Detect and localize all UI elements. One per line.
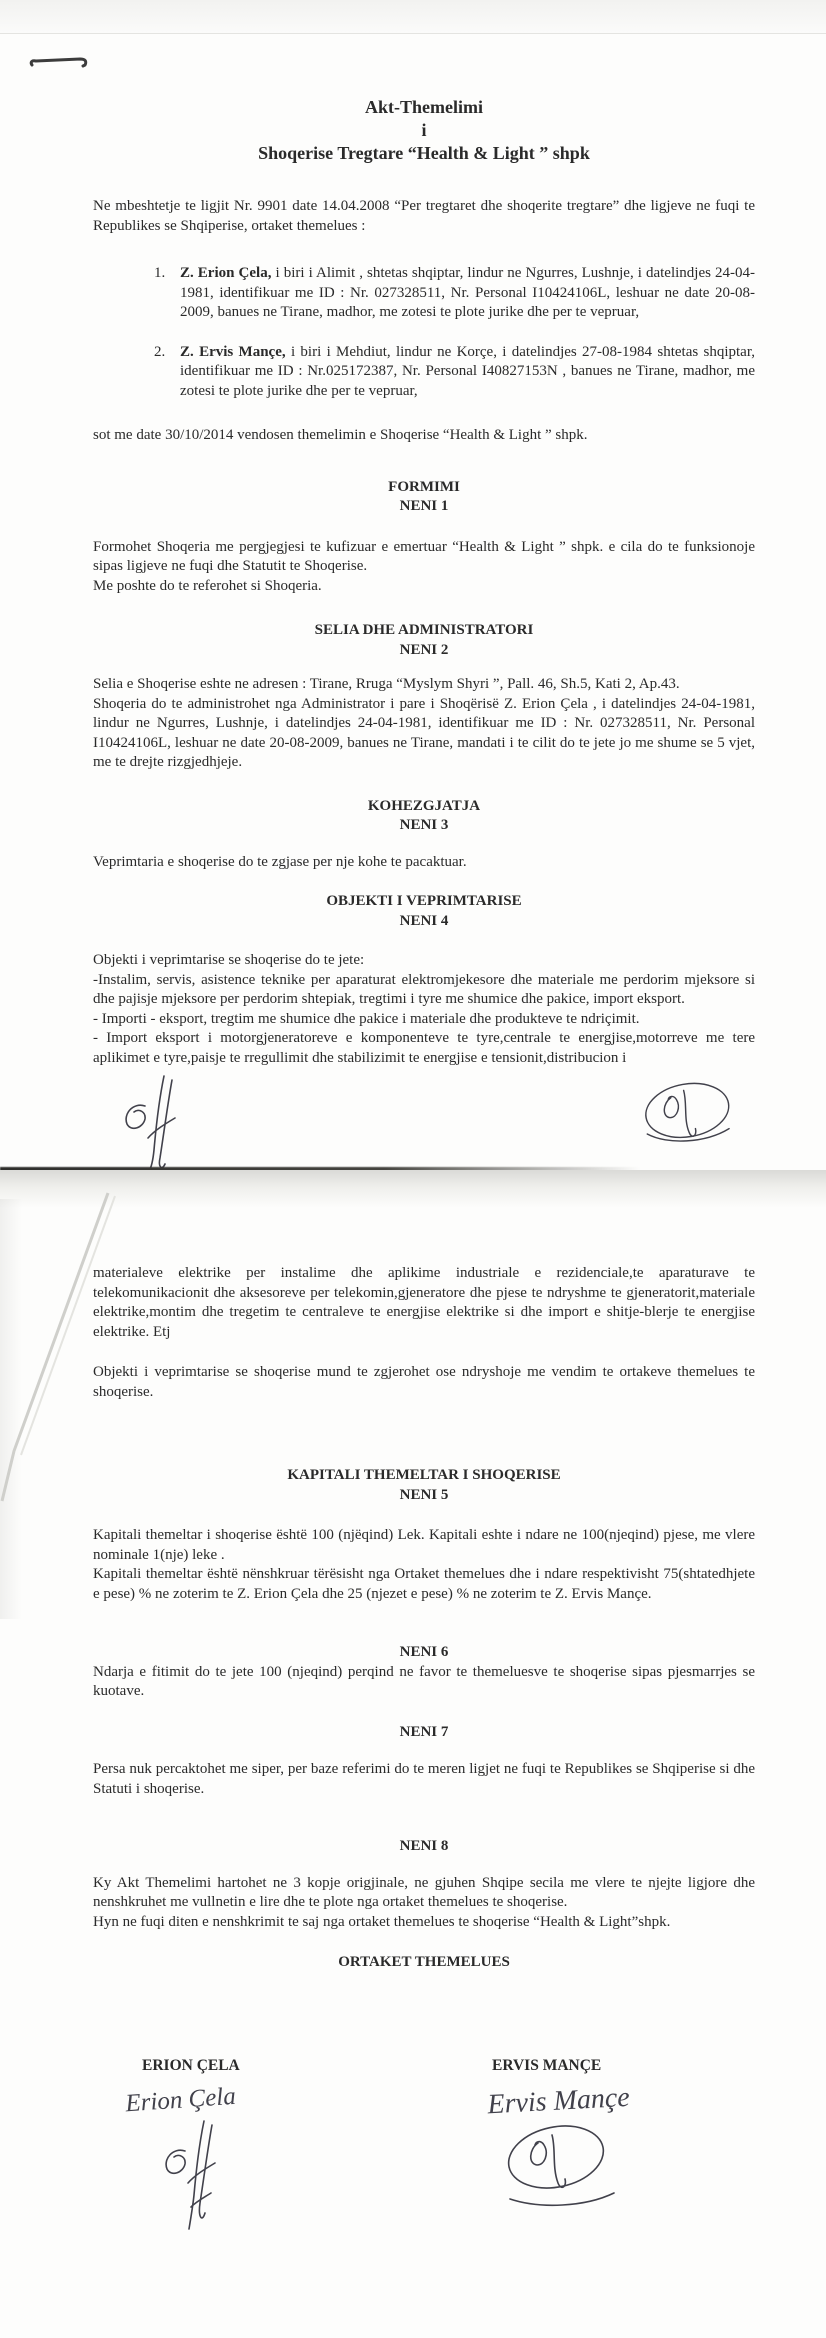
section-6-article: NENI 6 [399, 1644, 449, 1660]
page1-content [93, 0, 755, 1068]
section-2-title: SELIA DHE ADMINISTRATORI [314, 622, 534, 638]
section-7-paragraph-1: Persa nuk percaktohet me siper, per baze referimi do te meren ligjet ne fuqi te Republikes se Shqiperise si dhe Statuti i shoqerise. [93, 1761, 755, 1797]
document-title [93, 96, 755, 165]
page2-sheet [0, 1169, 826, 2338]
section-1-article: NENI 1 [399, 498, 449, 514]
section-8-heading [93, 1837, 755, 1857]
title-line-1: Akt-Themelimi [365, 97, 483, 117]
closing-heading [93, 1953, 755, 1973]
signer-2-printed-name: ERVIS MANÇE [492, 2057, 602, 2074]
section-4-heading [93, 892, 755, 931]
founder-item-1 [154, 264, 756, 323]
founders-list [93, 264, 755, 401]
section-5-paragraph-2: Kapitali themeltar është nënshkruar tërësisht nga Ortaket themelues dhe i ndare respektivisht 75(shtatedhjete e pese) % ne zoterim te Z. Erion Çela dhe 25 (njezet e pese) % ne zoterim te Z. Ervis Mançe. [93, 1566, 755, 1602]
signature-initials-erion-page1 [115, 1072, 185, 1172]
section-2-paragraph-2: Shoqeria do te administrohet nga Administrator i pare i Shoqërisë Z. Erion Çela , i datelindjes 24-04-1981, lindur ne Ngurres, Lushnje, i datelindjes 24-04-1981, identifikuar me ID : Nr. 027328511, Nr. Personal I10424106L, leshuar ne date 20-08-2009, banues ne Tirane, mandati i te cilit do te jete jo me shume se 5 vjet, me te drejte rizgjedhjeje. [93, 695, 755, 770]
section-2-paragraph-1: Selia e Shoqerise eshte ne adresen : Tirane, Rruga “Myslym Shyri ”, Pall. 46, Sh.5, Kati 2, Ap.43. [93, 676, 680, 692]
founding-date-line: sot me date 30/10/2014 vendosen themelimin e Shoqerise “Health & Light ” shpk. [93, 427, 588, 443]
signature-initials-erion-page2 [155, 2117, 230, 2235]
section-4-continuation-1: materialeve elektrike per instalime dhe aplikime industriale e rezidenciale,te aparaturave te telekomunikacionit dhe aksesoreve per telekomin,gjeneratore dhe pjese te ndryshme te gjeneratorit,materiale elektrike,montim dhe tregetim te centraleve te energjise elektrike si dhe import e shitje-blerje te energjise elektrike. Etj [93, 1265, 755, 1340]
section-4-paragraph-2: -Instalim, servis, asistence teknike per aparaturat elektromjekesore dhe materiale me perdorim mjeksore si dhe pajisje mjeksore per perdorim shtepiak, tregtimi i tyre me shumice dhe pakice, import eksport. [93, 971, 755, 1007]
title-line-3: Shoqerise Tregtare “Health & Light ” shpk [258, 143, 590, 163]
section-4-continuation-2: Objekti i veprimtarise se shoqerise mund te zgjerohet ose ndryshoje me vendim te ortakeve themelues te shoqerise. [93, 1364, 755, 1400]
signature-initials-ervis-page2 [500, 2117, 620, 2212]
founder-item-2 [154, 343, 755, 402]
staple-mark [28, 56, 90, 70]
section-6-paragraph-1: Ndarja e fitimit do te jete 100 (njeqind) perqind ne favor te themeluesve te shoqerise sipas pjesmarrjes se kuotave. [93, 1663, 755, 1699]
founder-2-number: 2. [154, 343, 166, 360]
signature-script-erion-text: Erion Çela [124, 2082, 237, 2118]
section-7-article: NENI 7 [399, 1723, 449, 1740]
section-4-title: OBJEKTI I VEPRIMTARISE [326, 893, 522, 909]
intro-paragraph: Ne mbeshtetje te ligjit Nr. 9901 date 14.04.2008 “Per tregtaret dhe shoqerite tregtare” dhe ligjeve ne fuqi te Republikes se Shqiperise, ortaket themelues : [93, 198, 755, 234]
section-2-heading [93, 621, 755, 660]
signature-initials-ervis-page1 [640, 1072, 740, 1157]
signer-1-printed-name: ERION ÇELA [142, 2057, 240, 2074]
section-5-heading [93, 1466, 755, 1505]
section-1-paragraph-1: Formohet Shoqeria me pergjegjesi te kufizuar e emertuar “Health & Light ” shpk. e cila do te funksionoje sipas ligjeve ne fuqi dhe Statutit te Shoqerise. [93, 538, 755, 574]
founder-1-number: 1. [154, 265, 166, 281]
section-4-paragraph-1: Objekti i veprimtarise se shoqerise do te jete: [93, 952, 365, 968]
section-6-heading [93, 1643, 755, 1663]
founder-1-name: Z. Erion Çela, [180, 265, 272, 281]
section-3-paragraph-1: Veprimtaria e shoqerise do te zgjase per nje kohe te pacaktuar. [93, 853, 467, 870]
title-line-2: i [421, 120, 427, 140]
section-3-article: NENI 3 [399, 817, 449, 833]
page2-content [93, 1169, 755, 1973]
section-5-title: KAPITALI THEMELTAR I SHOQERISE [287, 1467, 561, 1483]
section-8-article: NENI 8 [399, 1838, 449, 1854]
section-5-article: NENI 5 [399, 1486, 449, 1503]
section-2-article: NENI 2 [399, 641, 449, 658]
section-7-heading [93, 1723, 755, 1743]
section-4-paragraph-4: - Import eksport i motorgjeneratoreve e komponenteve te tyre,centrale te energjise,motorreve me tere aplikimet e tyre,paisje te rregullimit dhe stabilizimit te energjise e tensionit,distribucion i [93, 1030, 755, 1066]
section-4-paragraph-3: - Importi - eksport, tregtim me shumice dhe pakice i materiale dhe produkteve te ndriçimit. [93, 1010, 640, 1027]
section-4-article: NENI 4 [399, 912, 449, 929]
signature-script-ervis-text: Ervis Mançe [486, 2081, 631, 2121]
section-1-title: FORMIMI [388, 478, 460, 495]
closing-heading-text: ORTAKET THEMELUES [338, 1954, 510, 1970]
section-3-title: KOHEZGJATJA [367, 797, 481, 814]
founder-1-details: i biri i Alimit , shtetas shqiptar, lindur ne Ngurres, Lushnje, i datelindjes 24-04-1981, identifikuar me ID : Nr. 027328511, Nr. Personal I10424106L, leshuar ne date 20-08-2009, banues ne Tirane, madhor, me zotesi te plote jurike dhe per te vepruar, [180, 265, 756, 320]
founder-2-details: i biri i Mehdiut, lindur ne Korçe, i datelindjes 27-08-1984 shtetas shqiptar, identifikuar me ID : Nr.025172387, Nr. Personal I40827153N , banues ne Tirane, madhor, me zotesi te plote jurike dhe per te vepruar, [180, 343, 755, 399]
section-8-paragraph-2: Hyn ne fuqi diten e nenshkrimit te saj nga ortaket themelues te shoqerise “Health & Light”shpk. [93, 1913, 671, 1930]
founder-2-name: Z. Ervis Mançe, [180, 343, 286, 360]
section-1-paragraph-2: Me poshte do te referohet si Shoqeria. [93, 577, 322, 594]
section-1-heading [93, 478, 755, 517]
section-8-paragraph-1: Ky Akt Themelimi hartohet ne 3 kopje origjinale, ne gjuhen Shqipe secila me vlere te njejte ligjore dhe nenshkruhet me vullnetin e lire dhe te plote nga ortaket themelues te shoqerise. [93, 1874, 755, 1910]
section-3-heading [93, 797, 755, 836]
section-5-paragraph-1: Kapitali themeltar i shoqerise është 100 (njëqind) Lek. Kapitali eshte i ndare ne 100(njeqind) pjese, me vlere nominale 1(nje) leke . [93, 1527, 755, 1563]
